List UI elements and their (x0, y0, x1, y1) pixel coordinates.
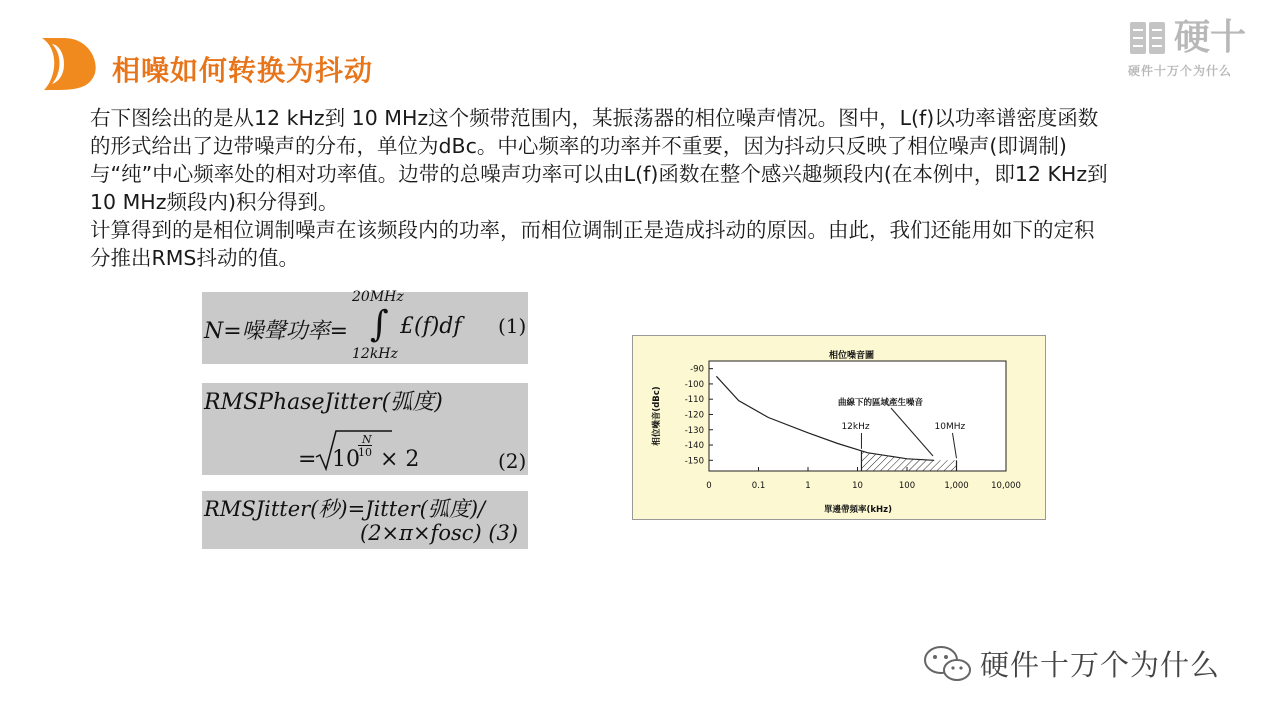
body-paragraph: 计算得到的是相位调制噪声在该频段内的功率，而相位调制正是造成抖动的原因。由此，我们还能用如下的定积分推出RMS抖动的值。 (90, 218, 1095, 270)
formula-equals: = (298, 447, 317, 472)
exponent-denominator: 10 (358, 446, 372, 459)
formula-lhs: N=噪聲功率= (204, 319, 349, 344)
logo-icon (42, 36, 98, 90)
body-paragraph: 右下图绘出的是从12 kHz到 10 MHz这个频带范围内，某振荡器的相位噪声情况。图中，L(f)以功率谱密度函数的形式给出了边带噪声的分布，单位为dBc。中心频率的功率并不重要，因为抖动只反映了相位噪声(即调制)与“纯”中心频率处的相对功率值。边带的总噪声功率可以由L(f)函数在整个感兴趣频段内(在本例中，即12 KHz到 10 MHz频段内)积分得到。 (90, 106, 1108, 214)
phase-noise-chart (632, 335, 1046, 520)
formula-rms-jitter (202, 491, 528, 549)
formula-line: RMSPhaseJitter(弧度) (204, 390, 443, 415)
y-tick-label: -100 (684, 379, 704, 390)
brand-subtitle: 硬件十万个为什么 (1128, 64, 1233, 78)
y-tick-label: -140 (684, 441, 704, 452)
y-tick-label: -110 (684, 395, 704, 406)
equation-number: (2) (498, 449, 527, 473)
y-tick-label: -150 (684, 456, 704, 467)
footer-text: 硬件十万个为什么 (980, 648, 1221, 682)
x-tick-label: 1,000 (944, 481, 969, 491)
integrand: £(f)df (400, 314, 462, 339)
exponent-numerator: N (362, 433, 372, 446)
x-tick-label: 0.1 (751, 481, 766, 491)
formula-line: (2×π×fosc) (3) (360, 521, 519, 545)
brand-name: 硬十 (1174, 17, 1247, 58)
integral-sign: ∫ (370, 304, 389, 345)
x-axis-label: 單邊帶頻率(kHz) (824, 505, 892, 515)
formula-noise-power (202, 289, 528, 364)
formula-line: RMSJitter(秒)=Jitter(弧度)/ (204, 497, 486, 521)
x-tick-label: 10 (852, 481, 863, 491)
equation-number: (1) (498, 314, 527, 338)
end-annotation: 10MHz (934, 422, 966, 432)
formula-base: 10 (332, 447, 360, 472)
region-annotation: 曲線下的區域產生噪音 (838, 398, 924, 408)
chip-icon (1128, 18, 1168, 58)
y-tick-label: -90 (690, 364, 704, 375)
chart-title: 相位噪音圖 (829, 351, 875, 361)
times-two: × 2 (380, 447, 420, 472)
slide-title: 相噪如何转换为抖动 (112, 54, 374, 87)
integral-lower: 12kHz (352, 346, 398, 362)
x-tick-label: 10,000 (991, 481, 1021, 491)
x-tick-label: 0 (706, 481, 712, 491)
integral-upper: 20MHz (352, 289, 404, 305)
chart-svg (633, 336, 1045, 519)
footer (922, 643, 1220, 684)
start-annotation: 12kHz (841, 422, 870, 432)
y-tick-label: -130 (684, 425, 704, 436)
brand-logo (1128, 18, 1260, 79)
body-text (90, 104, 1110, 272)
y-tick-label: -120 (684, 410, 704, 421)
x-tick-label: 1 (805, 481, 811, 491)
y-axis-label: 相位噪音(dBc) (652, 386, 662, 446)
x-tick-label: 100 (898, 481, 916, 491)
wechat-icon (922, 644, 974, 684)
formula-rms-phase-jitter (202, 383, 528, 475)
plot-area (709, 361, 1006, 471)
